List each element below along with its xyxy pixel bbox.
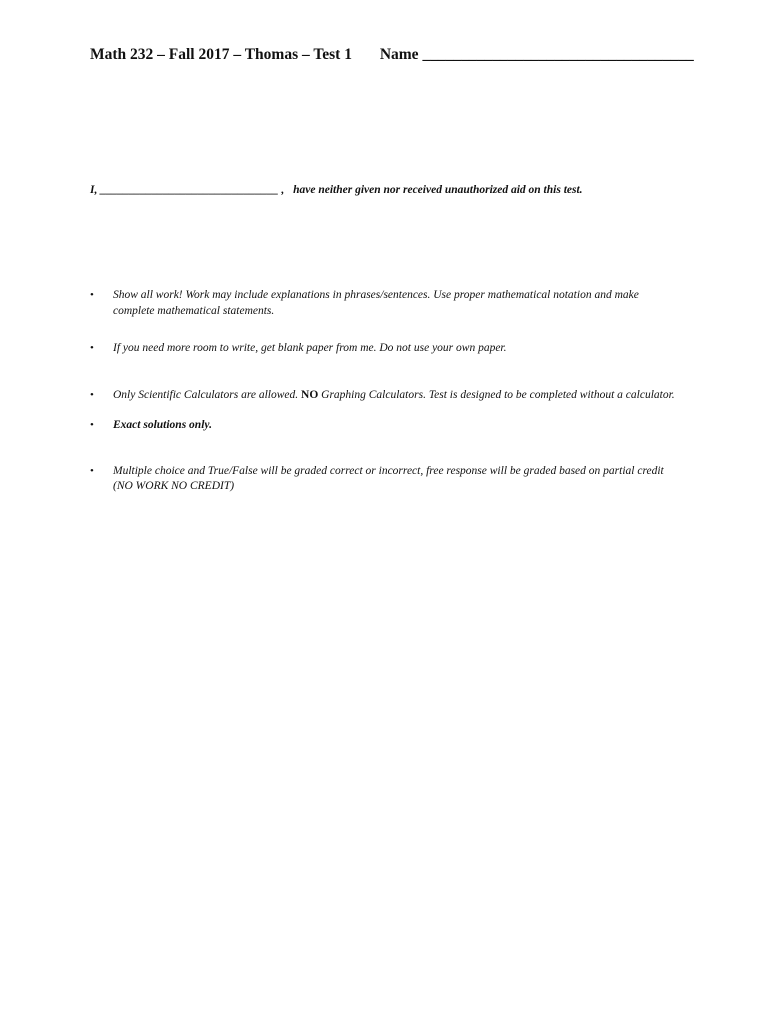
- instruction-item: [90, 288, 680, 319]
- bullet-icon: •: [90, 419, 94, 431]
- honor-pledge-name-blank: I, _______________________________ ,: [90, 184, 285, 196]
- instruction-text-part: Only Scientific Calculators are allowed.: [113, 388, 302, 401]
- bullet-icon: •: [90, 388, 94, 401]
- instruction-item: [90, 388, 680, 404]
- instruction-emphasis: NO: [301, 388, 319, 401]
- course-title: Math 232 – Fall 2017 – Thomas – Test 1: [90, 46, 352, 63]
- instruction-text: Exact solutions only.: [113, 419, 212, 431]
- bullet-icon: •: [90, 289, 94, 301]
- instruction-item: [90, 464, 680, 495]
- bullet-icon: •: [90, 464, 94, 477]
- instructions-list: [90, 288, 680, 510]
- student-name-line: Name ___________________________________: [379, 46, 694, 63]
- honor-pledge-text: have neither given nor received unauthorized aid on this test.: [293, 184, 583, 196]
- instruction-text-part: Graphing Calculators. Test is designed to be completed without a calculator.: [318, 388, 675, 401]
- instruction-item: [90, 341, 680, 357]
- instruction-text: Show all work! Work may include explanations in phrases/sentences. Use proper mathematical notation and make complete mathematical statements.: [113, 289, 639, 317]
- honor-pledge: [90, 184, 583, 196]
- instruction-text: [113, 389, 675, 401]
- instruction-text: Multiple choice and True/False will be graded correct or incorrect, free response will be graded based on partial credit (NO WORK NO CREDIT): [113, 464, 664, 492]
- instruction-item: [90, 418, 680, 434]
- bullet-icon: •: [90, 342, 94, 354]
- test-header: [90, 46, 694, 64]
- instruction-text: If you need more room to write, get blank paper from me. Do not use your own paper.: [113, 342, 507, 354]
